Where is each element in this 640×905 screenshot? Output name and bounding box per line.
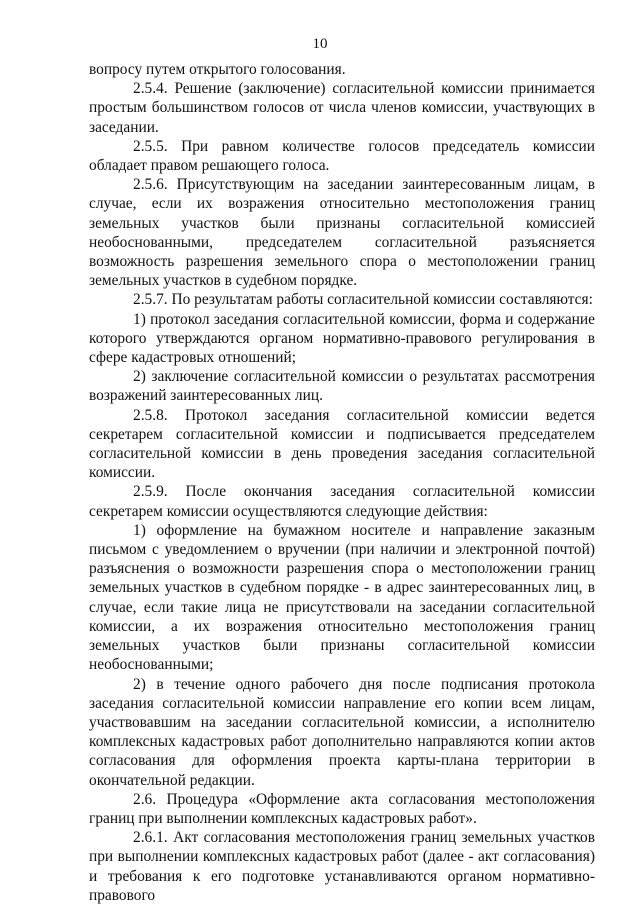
paragraph-2-5-6: 2.5.6. Присутствующим на заседании заинтересованным лицам, в случае, если их возражения относительно местоположения границ земельных участков были признаны согласительной комиссией необоснованными, председателем согласительной разъясняется возможность разрешения земельного спора о местоположении границ земельных участков в судебном порядке. [89, 176, 595, 290]
page-number: 10 [312, 36, 328, 52]
paragraph-2-6: 2.6. Процедура «Оформление акта согласования местоположения границ при выполнении комплексных кадастровых работ». [89, 790, 595, 827]
paragraph-continuation: вопросу путем открытого голосования. [89, 61, 346, 78]
paragraph-2-5-9: 2.5.9. После окончания заседания согласительной комиссии секретарем комиссии осуществляются следующие действия: [89, 483, 595, 520]
document-body [89, 60, 595, 905]
paragraph-2-5-9-item-2: 2) в течение одного рабочего дня после подписания протокола заседания согласительной комиссии направление его копии всем лицам, участвовавшим на заседании согласительной комиссии, а исполнителю комплексных кадастровых работ дополнительно направляются копии актов согласования для оформления проекта карты-плана территории в окончательной редакции. [89, 675, 595, 789]
paragraph-2-5-7: 2.5.7. По результатам работы согласительной комиссии составляются: [133, 291, 593, 309]
paragraph-2-5-9-item-1: 1) оформление на бумажном носителе и направление заказным письмом с уведомлением о вручении (при наличии и электронной почтой) разъяснения о возможности разрешения спора о местоположении границ земельных участков в судебном порядке - в адрес заинтересованных лиц, в случае, если такие лица не присутствовали на заседании согласительной комиссии, а их возражения относительно местоположения границ земельных участков были признаны согласительной комиссии необоснованными; [89, 521, 595, 674]
paragraph-2-5-7-item-1: 1) протокол заседания согласительной комиссии, форма и содержание которого утверждаются органом нормативно-правового регулирования в сфере кадастровых отношений; [89, 310, 595, 367]
paragraph-2-6-1: 2.6.1. Акт согласования местоположения границ земельных участков при выполнении комплексных кадастровых работ (далее - акт согласования) и требования к его подготовке устанавливаются органом нормативно-правового [89, 829, 595, 904]
paragraph-2-5-4: 2.5.4. Решение (заключение) согласительной комиссии принимается простым большинством голосов от числа членов комиссии, участвующих в заседании. [89, 80, 595, 136]
paragraph-2-5-7-item-2: 2) заключение согласительной комиссии о результатах рассмотрения возражений заинтересованных лиц. [89, 368, 595, 405]
paragraph-2-5-5: 2.5.5. При равном количестве голосов председатель комиссии обладает правом решающего голоса. [89, 137, 595, 175]
paragraph-2-5-8: 2.5.8. Протокол заседания согласительной комиссии ведется секретарем согласительной комиссии и подписывается председателем согласительной комиссии в день проведения заседания согласительной комиссии. [89, 406, 595, 482]
